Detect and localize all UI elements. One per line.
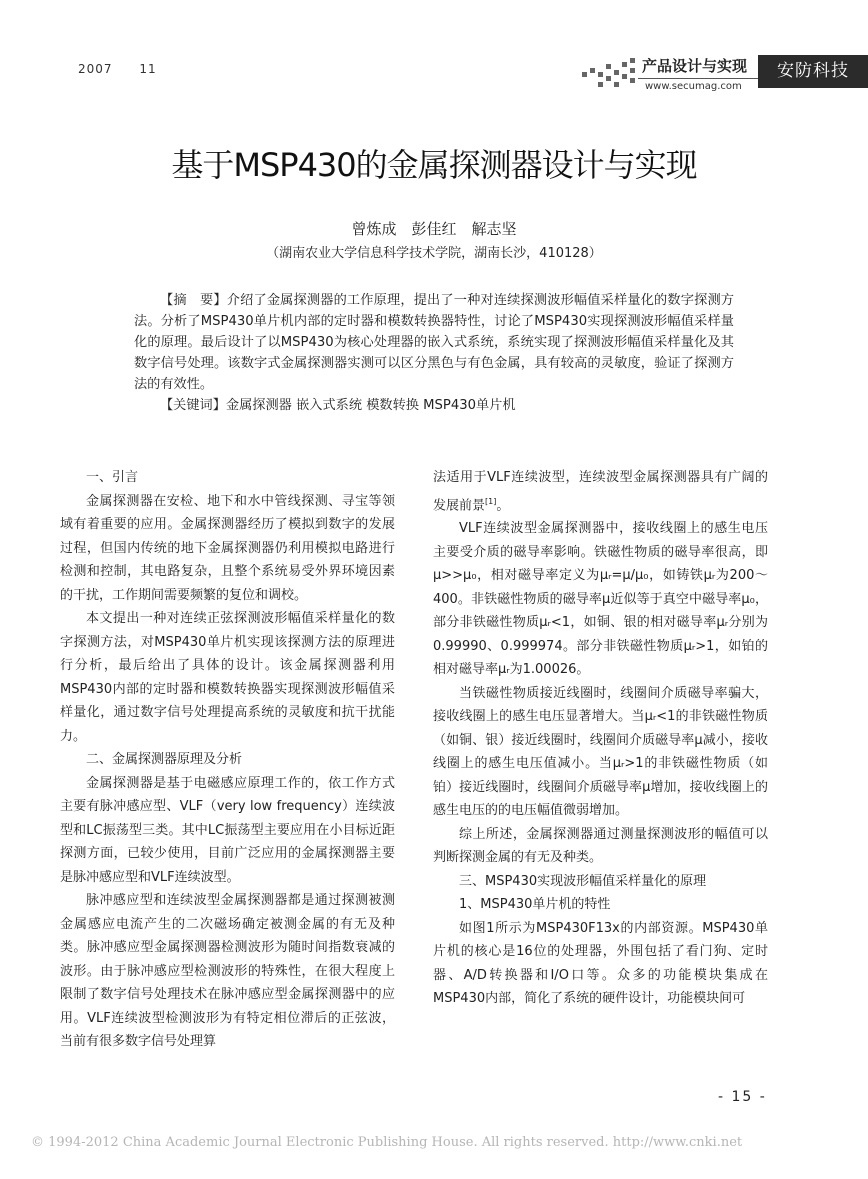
paragraph-text: 法适用于VLF连续波型，连续波型金属探测器具有广阔的发展前景	[433, 470, 768, 513]
issue-date	[78, 62, 179, 76]
right-column	[433, 466, 768, 1011]
header-rule	[638, 78, 758, 79]
paragraph: VLF连续波型金属探测器中，接收线圈上的感生电压主要受介质的磁导率影响。铁磁性物质的磁导率很高，即μ>>μ₀，相对磁导率定义为μᵣ=μ/μ₀，如铸铁μᵣ为200～400。非铁磁性物质的磁导率μ近似等于真空中磁导率μ₀，部分非铁磁性物质μᵣ<1，如铜、银的相对磁导率μᵣ分别为0.99990、0.999974。部分非铁磁性物质μᵣ>1，如铂的相对磁导率μᵣ为1.00026。	[433, 521, 768, 678]
paragraph: 金属探测器是基于电磁感应原理工作的，依工作方式主要有脉冲感应型、VLF（very low frequency）连续波型和LC振荡型三类。其中LC振荡型主要应用在小目标近距探测方面，已较少使用，目前广泛应用的金属探测器主要是脉冲感应型和VLF连续波型。	[60, 775, 395, 885]
page-number: - 15 -	[718, 1089, 767, 1105]
keywords: 【关键词】金属探测器 嵌入式系统 模数转换 MSP430单片机	[160, 398, 516, 413]
abstract-block	[134, 290, 734, 416]
paragraph: 金属探测器在安检、地下和水中管线探测、寻宝等领域有着重要的应用。金属探测器经历了模拟到数字的发展过程，但国内传统的地下金属探测器仍利用模拟电路进行检测和控制，其电路复杂，且整个系统易受外界环境因素的干扰，工作期间需要频繁的复位和调校。	[60, 493, 395, 603]
issue-year: 2007	[78, 62, 113, 76]
paragraph: 综上所述，金属探测器通过测量探测波形的幅值可以判断探测金属的有无及种类。	[433, 826, 768, 866]
paragraph-end: 。	[496, 497, 510, 513]
paragraph-continued	[433, 466, 768, 517]
paragraph: 本文提出一种对连续正弦探测波形幅值采样量化的数字探测方法，对MSP430单片机实现该探测方法的原理进行分析，最后给出了具体的设计。该金属探测器利用MSP430内部的定时器和模数转换器实现探测波形幅值采样量化，通过数字信号处理提高系统的灵敏度和抗干扰能力。	[60, 611, 395, 744]
left-column	[60, 466, 395, 1054]
paragraph: 当铁磁性物质接近线圈时，线圈间介质磁导率骗大，接收线圈上的感生电压显著增大。当μᵣ<1的非铁磁性物质（如铜、银）接近线圈时，线圈间介质磁导率μ减小，接收线圈上的感生电压值减小。当μᵣ>1的非铁磁性物质（如铂）接近线圈时，线圈间介质磁导率μ增加，接收线圈上的感生电压的的电压幅值微弱增加。	[433, 685, 768, 819]
affiliation: （湖南农业大学信息科学技术学院，湖南长沙，410128）	[266, 246, 602, 261]
citation: [1]	[485, 496, 497, 506]
abstract-text: 【摘 要】介绍了金属探测器的工作原理，提出了一种对连续探测波形幅值采样量化的数字探测方法。分析了MSP430单片机内部的定时器和模数转换器特性，讨论了MSP430实现探测波形幅值采样量化的原理。最后设计了以MSP430为核心处理器的嵌入式系统，系统实现了探测波形幅值采样量化及其数字信号处理。该数字式金属探测器实测可以区分黑色与有色金属，具有较高的灵敏度，验证了探测方法的有效性。	[134, 293, 734, 392]
section-heading: 一、引言	[86, 470, 139, 485]
subsection-heading: 1、MSP430单片机的特性	[459, 897, 611, 913]
column-name: 产品设计与实现	[642, 57, 748, 75]
journal-name-band: 安防科技	[758, 55, 868, 88]
issue-number: 11	[139, 62, 157, 76]
paragraph: 脉冲感应型和连续波型金属探测器都是通过探测被测金属感应电流产生的二次磁场确定被测金属的有无及种类。脉冲感应型金属探测器检测波形为随时间指数衰减的波形。由于脉冲感应型检测波形的特殊性，在很大程度上限制了数字信号处理技术在脉冲感应型金属探测器中的应用。VLF连续波型检测波形为有特定相位滞后的正弦波，当前有很多数字信号处理算	[60, 893, 395, 1049]
paper-title: 基于MSP430的金属探测器设计与实现	[171, 146, 697, 184]
paragraph: 如图1所示为MSP430F13x的内部资源。MSP430单片机的核心是16位的处理器，外围包括了看门狗、定时器、A/D转换器和I/O口等。众多的功能模块集成在MSP430内部，简化了系统的硬件设计，功能模块间可	[433, 920, 768, 1007]
authors: 曾炼成 彭佳红 解志坚	[351, 220, 517, 238]
journal-url: www.secumag.com	[645, 81, 742, 92]
section-heading: 二、金属探测器原理及分析	[86, 752, 243, 767]
copyright-footer: © 1994-2012 China Academic Journal Electronic Publishing House. All rights reserved. http://www.cnki.net	[31, 1135, 743, 1150]
section-heading: 三、MSP430实现波形幅值采样量化的原理	[459, 873, 707, 889]
